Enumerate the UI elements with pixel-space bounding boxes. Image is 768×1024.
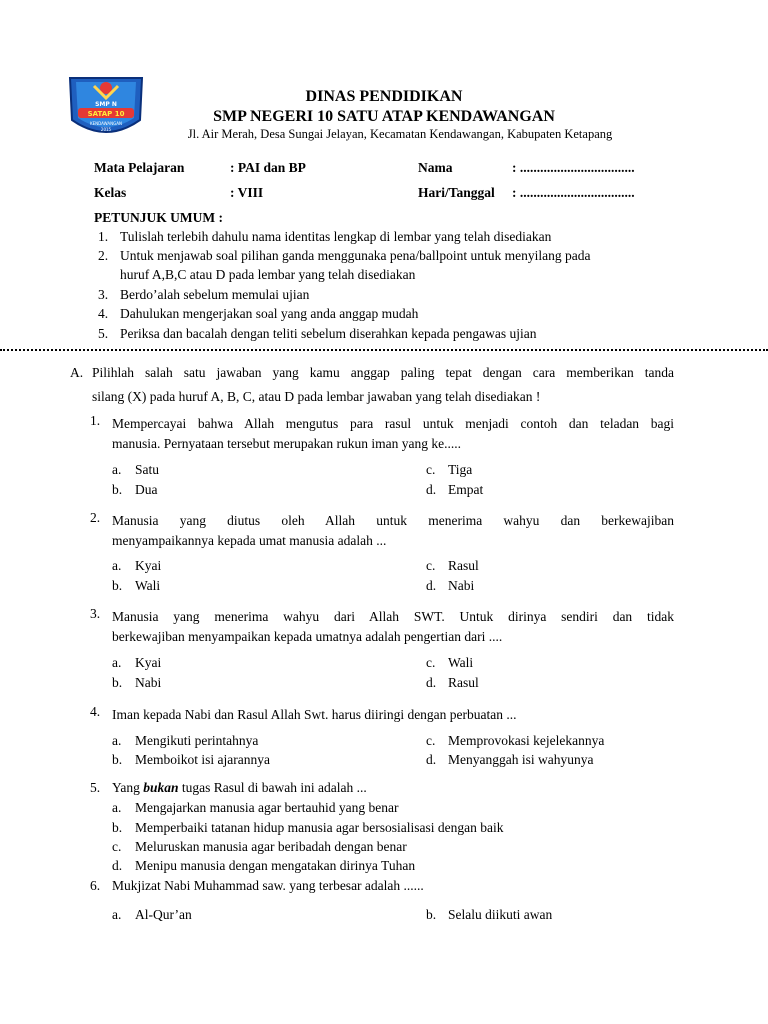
option-letter: c. — [112, 839, 122, 854]
question-text: Mempercayai bahwa Allah mengutus para rasul untuk menjadi contoh dan teladan bagi — [112, 416, 674, 431]
question-number: 3. — [90, 606, 101, 621]
dotted-divider — [0, 349, 768, 351]
subject-label: Mata Pelajaran — [94, 160, 185, 175]
option-text: Memprovokasi kejelekannya — [448, 733, 605, 748]
subject-value: : PAI dan BP — [230, 160, 306, 175]
name-value: : .................................. — [512, 160, 635, 175]
question-text: Iman kepada Nabi dan Rasul Allah Swt. harus diiringi dengan perbuatan ... — [112, 707, 517, 722]
option-text: Wali — [135, 578, 161, 593]
svg-text:SATAP 10: SATAP 10 — [87, 110, 125, 118]
option-letter: d. — [426, 578, 437, 593]
instruction-item: huruf A,B,C atau D pada lembar yang telah disediakan — [120, 267, 416, 282]
option-letter: c. — [426, 558, 436, 573]
question-number: 2. — [90, 510, 101, 525]
option-text: Dua — [135, 482, 158, 497]
option-letter: b. — [112, 675, 123, 690]
option-text: Meluruskan manusia agar beribadah dengan benar — [135, 839, 407, 854]
option-text: Wali — [448, 655, 474, 670]
instruction-item: Untuk menjawab soal pilihan ganda menggunaka pena/ballpoint untuk menyilang pada — [120, 248, 591, 263]
option-text: Al-Qur’an — [135, 907, 192, 922]
option-letter: d. — [112, 858, 123, 873]
option-letter: a. — [112, 558, 122, 573]
question-text: Manusia yang menerima wahyu dari Allah SWT. Untuk dirinya sendiri dan tidak — [112, 609, 674, 624]
name-label: Nama — [418, 160, 453, 175]
option-letter: d. — [426, 675, 437, 690]
option-letter: a. — [112, 655, 122, 670]
question-number: 4. — [90, 704, 101, 719]
svg-text:SMP N: SMP N — [95, 101, 117, 108]
question-number: 6. — [90, 878, 101, 893]
instruction-item: Berdo’alah sebelum memulai ujian — [120, 287, 310, 302]
instruction-num: 4. — [98, 306, 109, 321]
option-letter: a. — [112, 462, 122, 477]
option-text: Kyai — [135, 655, 162, 670]
option-letter: b. — [112, 752, 123, 767]
option-text: Tiga — [448, 462, 473, 477]
svg-text:2015: 2015 — [100, 127, 112, 132]
option-letter: c. — [426, 655, 436, 670]
option-text: Satu — [135, 462, 160, 477]
instruction-num: 5. — [98, 326, 109, 341]
section-instruction-line2: silang (X) pada huruf A, B, C, atau D pada lembar jawaban yang telah disediakan ! — [92, 389, 541, 404]
instruction-item: Tulislah terlebih dahulu nama identitas lengkap di lembar yang telah disediakan — [120, 229, 552, 244]
header-line2: SMP NEGERI 10 SATU ATAP KENDAWANGAN — [213, 108, 555, 125]
option-letter: b. — [112, 482, 123, 497]
option-text: Empat — [448, 482, 484, 497]
option-letter: b. — [112, 820, 123, 835]
header-line1: DINAS PENDIDIKAN — [305, 88, 463, 105]
question-number: 1. — [90, 413, 101, 428]
question-text: Manusia yang diutus oleh Allah untuk menerima wahyu dan berkewajiban — [112, 513, 674, 528]
question-text: Yang bukan tugas Rasul di bawah ini adalah ... — [112, 780, 367, 795]
svg-text:KENDAWANGAN: KENDAWANGAN — [90, 121, 122, 126]
option-text: Memboikot isi ajarannya — [135, 752, 270, 767]
option-letter: c. — [426, 733, 436, 748]
option-letter: b. — [112, 578, 123, 593]
section-label: A. — [70, 365, 84, 380]
option-letter: a. — [112, 800, 122, 815]
option-letter: a. — [112, 907, 122, 922]
option-text: Rasul — [448, 558, 479, 573]
question-text: Mukjizat Nabi Muhammad saw. yang terbesar adalah ...... — [112, 878, 424, 893]
option-text: Mengajarkan manusia agar bertauhid yang benar — [135, 800, 399, 815]
class-label: Kelas — [94, 185, 127, 200]
option-text: Nabi — [135, 675, 162, 690]
option-text: Selalu diikuti awan — [448, 907, 553, 922]
option-letter: b. — [426, 907, 437, 922]
option-text: Memperbaiki tatanan hidup manusia agar bersosialisasi dengan baik — [135, 820, 504, 835]
option-text: Kyai — [135, 558, 162, 573]
header-address: Jl. Air Merah, Desa Sungai Jelayan, Kecamatan Kendawangan, Kabupaten Ketapang — [187, 127, 613, 141]
option-letter: a. — [112, 733, 122, 748]
instruction-item: Dahulukan mengerjakan soal yang anda anggap mudah — [120, 306, 419, 321]
instruction-num: 1. — [98, 229, 109, 244]
option-text: Menyanggah isi wahyunya — [448, 752, 594, 767]
option-text: Rasul — [448, 675, 479, 690]
question-text: manusia. Pernyataan tersebut merupakan rukun iman yang ke..... — [112, 436, 462, 451]
question-text: berkewajiban menyampaikan kepada umatnya adalah pengertian dari .... — [112, 629, 503, 644]
class-value: : VIII — [230, 185, 264, 200]
date-label: Hari/Tanggal — [418, 185, 495, 200]
question-number: 5. — [90, 780, 101, 795]
instructions-title: PETUNJUK UMUM : — [94, 210, 223, 225]
option-letter: d. — [426, 752, 437, 767]
date-value: : .................................. — [512, 185, 635, 200]
instruction-num: 3. — [98, 287, 109, 302]
option-letter: d. — [426, 482, 437, 497]
question-text: menyampaikannya kepada umat manusia adalah ... — [112, 533, 387, 548]
option-letter: c. — [426, 462, 436, 477]
option-text: Mengikuti perintahnya — [135, 733, 259, 748]
option-text: Menipu manusia dengan mengatakan dirinya Tuhan — [135, 858, 416, 873]
option-text: Nabi — [448, 578, 475, 593]
instruction-item: Periksa dan bacalah dengan teliti sebelum diserahkan kepada pengawas ujian — [120, 326, 537, 341]
section-instruction-line1: Pilihlah salah satu jawaban yang kamu anggap paling tepat dengan cara memberikan tanda — [92, 365, 674, 380]
instruction-num: 2. — [98, 248, 109, 263]
